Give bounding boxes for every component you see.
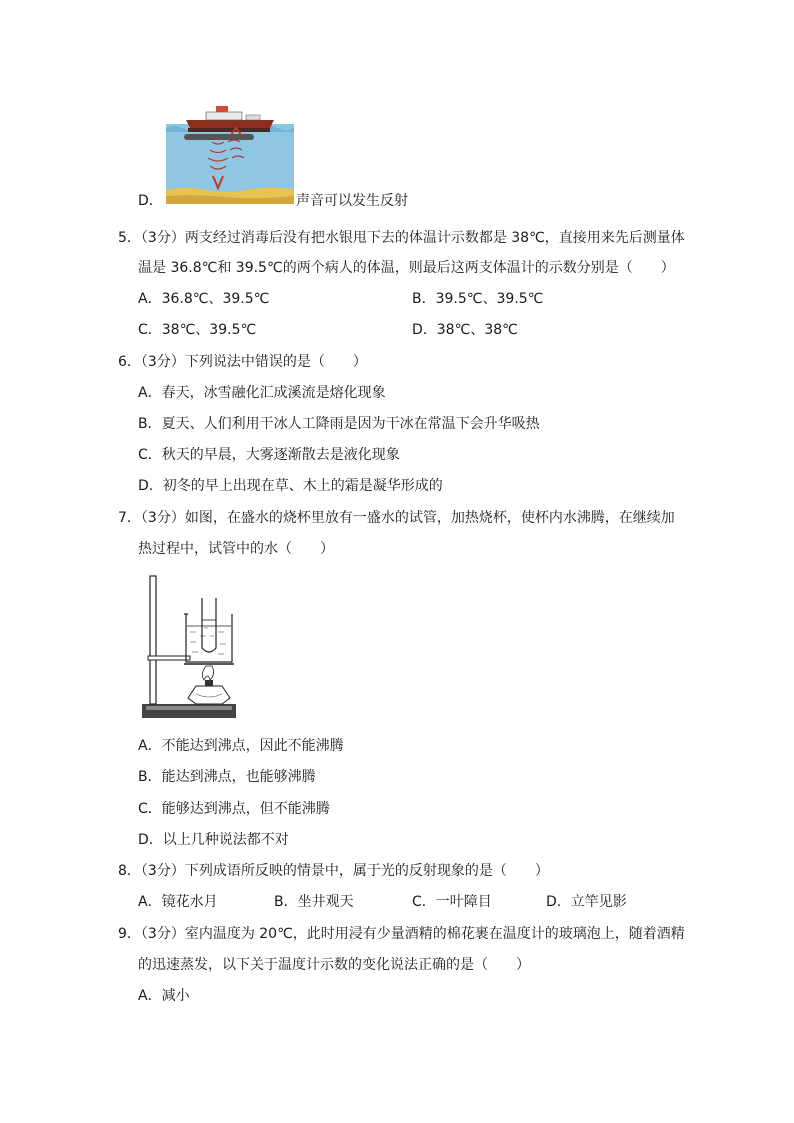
- q7-stem-line2: 热过程中，试管中的水（ ）: [138, 541, 334, 557]
- q5-option-c: C．38℃、39.5℃: [138, 322, 257, 338]
- q8-option-b: B．坐井观天: [274, 894, 354, 910]
- q5-option-a: A．36.8℃、39.5℃: [138, 291, 270, 307]
- q4-option-d-letter: D．: [138, 193, 163, 209]
- q9-option-a: A．减小: [138, 988, 190, 1004]
- q4-option-d-text: 声音可以发生反射: [296, 193, 408, 209]
- q6-stem: 6．（3分）下列说法中错误的是（ ）: [118, 354, 367, 370]
- q8-stem: 8．（3分）下列成语所反映的情景中，属于光的反射现象的是（ ）: [118, 863, 549, 879]
- q8-option-a: A．镜花水月: [138, 894, 218, 910]
- q8-option-c: C．一叶障目: [412, 894, 492, 910]
- q7-option-c: C．能够达到沸点，但不能沸腾: [138, 801, 330, 817]
- q7-option-a: A．不能达到沸点，因此不能沸腾: [138, 738, 344, 754]
- q5-stem-line1: 5．（3分）两支经过消毒后没有把水银甩下去的体温计示数都是 38℃，直接用来先后测量体: [118, 230, 685, 246]
- q8-option-d: D．立竿见影: [546, 894, 627, 910]
- q7-stem-line1: 7．（3分）如图，在盛水的烧杯里放有一盛水的试管，加热烧杯，使杯内水沸腾，在继续加: [118, 510, 675, 526]
- boiling-apparatus-diagram: [140, 574, 240, 722]
- q6-option-d: D．初冬的早上出现在草、木上的霜是凝华形成的: [138, 478, 443, 494]
- q5-option-d: D．38℃、38℃: [412, 322, 518, 338]
- q7-option-b: B．能达到沸点，也能够沸腾: [138, 769, 316, 785]
- q5-stem-line2: 温是 36.8℃和 39.5℃的两个病人的体温，则最后这两支体温计的示数分别是（ ）: [138, 260, 675, 276]
- q7-option-d: D．以上几种说法都不对: [138, 832, 289, 848]
- q6-option-b: B．夏天、人们利用干冰人工降雨是因为干冰在常温下会升华吸热: [138, 416, 540, 432]
- q9-stem-line2: 的迅速蒸发，以下关于温度计示数的变化说法正确的是（ ）: [138, 957, 530, 973]
- q6-option-a: A．春天，冰雪融化汇成溪流是熔化现象: [138, 385, 386, 401]
- q9-stem-line1: 9．（3分）室内温度为 20℃，此时用浸有少量酒精的棉花裹在温度计的玻璃泡上，随着酒精: [118, 926, 685, 942]
- q5-option-b: B．39.5℃、39.5℃: [412, 291, 544, 307]
- sonar-ship-illustration: [166, 106, 294, 204]
- q6-option-c: C．秋天的早晨，大雾逐渐散去是液化现象: [138, 447, 400, 463]
